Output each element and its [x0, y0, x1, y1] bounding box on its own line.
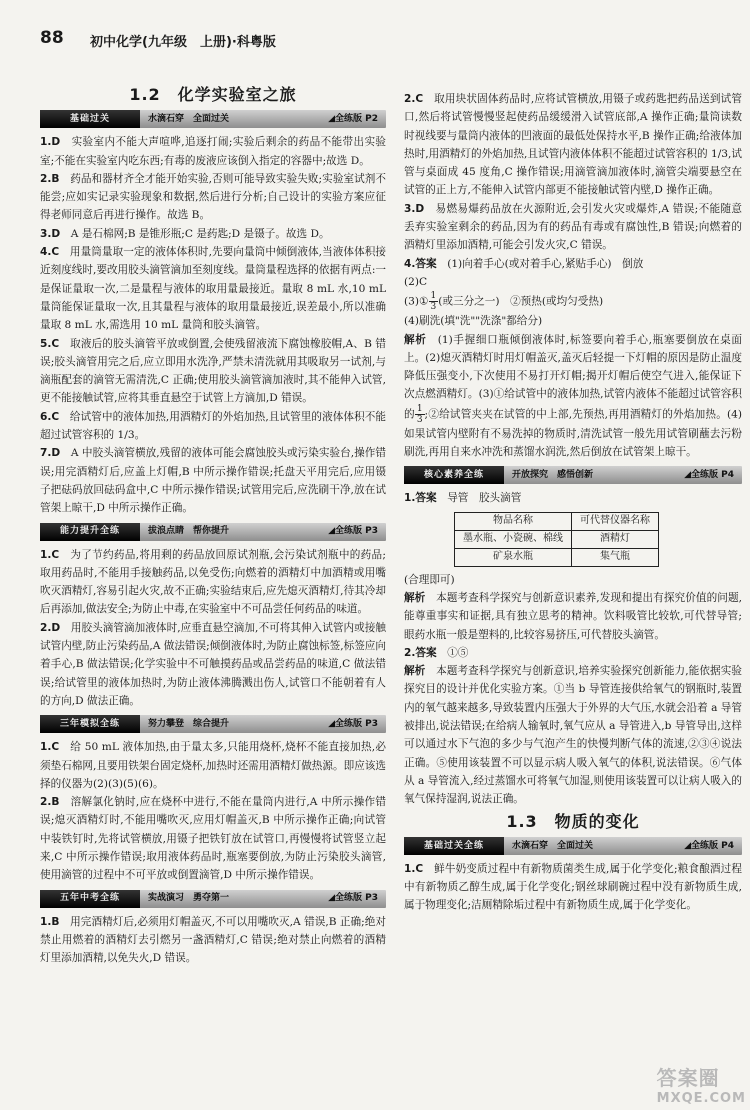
table-row: [455, 530, 659, 548]
left-column: [40, 86, 386, 967]
answer-item: 2.B 药品和器材齐全才能开始实验,否则可能导致实验失败;实验室试剂不能尝;应如实记录实验现象和数据,然后进行分析;自己设计的实验方案应征得老师同意后再进行操作。故选 B。: [40, 172, 387, 222]
fraction: $\frac{1}{3}$: [430, 291, 437, 313]
section-bar-basic: [40, 110, 386, 128]
bar-block-label: 五年中考全练: [40, 890, 140, 908]
table-header-row: [455, 512, 659, 530]
table-header-cell: 物品名称: [455, 512, 572, 530]
section-bar-basic-2: [404, 837, 742, 855]
explanation: 解析 本题考查科学探究与创新意识,培养实验探究创新能力,能依据实验探究目的设计并优化实验方案。①当 b 导管连接供给氧气的钢瓶时,装置内的氧气越来越多,导致装置内压强大于外界的大气压,水就会沿着 a 导管被排出,说法错误;在给病人输氧时,氧气应从 a 导管进入,b 导管导出,这样可以通过水下气泡的多少与气泡产生的快慢判断气体的流速,②③④说法正确。⑤使用该装置不可以显示病人吸入氧气的体积,说法错误。⑥气体从 a 导管流入,经过蒸馏水可将氧气加湿,则使用该装置可以让病人吸入的氧气保持湿润,说法正确。: [404, 665, 743, 806]
table-cell: 酒精灯: [572, 530, 659, 548]
answer-label-line: 4.答案 (1)向着手心(或对着手心,紧贴手心) 倒放: [404, 257, 644, 270]
bar-block-label: 基础过关全练: [404, 837, 504, 855]
answer-item: 3.D A 是石棉网;B 是锥形瓶;C 是药匙;D 是镊子。故选 D。: [40, 227, 330, 240]
answer-line: (4)刷洗(填"洗""洗涤"都给分): [404, 315, 543, 328]
answer-item: 3.D 易燃易爆药品放在火源附近,会引发火灾或爆炸,A 错误;不能随意丢弃实验室剩余的药品,因为有的药品有毒或有腐蚀性,B 错误;向燃着的酒精灯里添加酒精,可能会引发火灾,C 错误。: [404, 202, 742, 252]
bar-motto: 拔浪点睛 帮你提升: [148, 526, 230, 537]
right-column: [404, 90, 742, 915]
answer-label-line: 2.答案 ①⑤: [404, 646, 469, 659]
page-number: 88: [40, 28, 64, 48]
bar-block-label: 能力提升全练: [40, 523, 140, 541]
answer-item: 1.C 给 50 mL 液体加热,由于量太多,只能用烧杯,烧杯不能直接加热,必须垫石棉网,且要用铁架台固定烧杯,加热时还需用酒精灯做热源。即应该选择的仪器为(2)(3)(5)(6)。: [40, 741, 386, 790]
answer-note: (合理即可): [404, 573, 455, 586]
bar-motto: 努力攀登 综合提升: [148, 719, 230, 730]
answer-item: 4.C 用量筒量取一定的液体体积时,先要向量筒中倾倒液体,当液体体积接近刻度线时,要改用胶头滴管滴加至刻度线。量筒量程选择的依据有两点:一是保证量取一次,二是量程与液体的取用量最接近。量取 8 mL 水,10 mL 量筒能保证量取一次,且其量程与液体的取用量最接近,误差最小,所以准确量取 8 mL 水,需选用 10 mL 量筒和胶头滴管。: [40, 246, 387, 332]
answer-label-line: 1.答案 导管 胶头滴管: [404, 492, 522, 505]
section-bar-ability: [40, 523, 386, 541]
answer-line: (2)C: [404, 275, 428, 288]
bar-page-ref: ◢全练版 P3: [328, 526, 378, 537]
table-row: [455, 548, 659, 566]
bar-block-label: 基础过关: [40, 110, 140, 128]
bar-motto: 实战演习 勇夺第一: [148, 893, 230, 904]
bar-page-ref: ◢全练版 P2: [328, 114, 378, 125]
table-header-cell: 可代替仪器名称: [572, 512, 659, 530]
answer-item: 1.D 实验室内不能大声喧哗,追逐打闹;实验后剩余的药品不能带出实验室;不能在实验室内吃东西;有毒的废液应该倒入指定的容器中;故选 D。: [40, 136, 387, 167]
substitute-table: [454, 512, 659, 567]
answer-item: 6.C 给试管中的液体加热,用酒精灯的外焰加热,且试管里的液体体积不能超过试管容积的 1/3。: [40, 410, 387, 442]
section-title-1-2: 1.2 化学实验室之旅: [129, 85, 297, 104]
bar-page-ref: ◢全练版 P3: [328, 719, 378, 730]
answer-item: 2.B 溶解氯化钠时,应在烧杯中进行,不能在量筒内进行,A 中所示操作错误;熄灭酒精灯时,不能用嘴吹灭,应用灯帽盖灭,B 中所示操作正确;向试管中装铁钉时,先将试管横放,用镊子把铁钉放在试管口,再慢慢将试管竖立起来,C 中所示操作错误;取用液体药品时,瓶塞要倒放,为防止污染胶头滴管,使用滴管的过程中不可平放或倒置滴管,D 中所示操作错误。: [40, 796, 387, 882]
bar-page-ref: ◢全练版 P4: [684, 840, 734, 851]
bar-motto: 开放探究 感悟创新: [512, 470, 594, 481]
bar-page-ref: ◢全练版 P3: [328, 893, 378, 904]
section-bar-five-year: [40, 890, 386, 908]
table-cell: 矿泉水瓶: [455, 548, 572, 566]
answer-line-fraction: (3)① $\frac{1}{3}$ (或三分之一) ②预热(或均匀受热): [404, 291, 604, 313]
book-title: 初中化学(九年级 上册)·科粤版: [90, 35, 276, 50]
bar-motto: 水滴石穿 全面过关: [512, 840, 594, 851]
explanation: 解析 本题考查科学探究与创新意识素养,发现和提出有探究价值的问题,能尊重事实和证据,具有独立思考的精神。饮料吸管比较软,可代替导管;眼药水瓶一般是塑料的,比较容易挤压,可代替胶头滴管。: [404, 591, 743, 641]
answer-item: 5.C 取液后的胶头滴管平放或倒置,会使残留液流下腐蚀橡胶帽,A、B 错误;胶头滴管用完之后,应立即用水洗净,严禁未清洗就用其吸取另一试剂,与滴瓶配套的滴管无需清洗,C 正确;使用胶头滴管滴加液时,其不能伸入试管,更不能接触试管,应将其垂直悬空于试管上方滴加,D 错误。: [40, 337, 387, 405]
bar-motto: 水滴石穿 全面过关: [148, 114, 230, 125]
table-cell: 集气瓶: [572, 548, 659, 566]
answer-item: 1.C 鲜牛奶变质过程中有新物质菌类生成,属于化学变化;粮食酿酒过程中有新物质乙醇生成,属于化学变化;钢丝球刷碗过程中没有新物质生成,属于物理变化;洁厕精除垢过程中有新物质生成,属于化学变化。: [404, 862, 743, 912]
answer-item: 2.D 用胶头滴管滴加液体时,应垂直悬空滴加,不可将其伸入试管内或接触试管内壁,防止污染药品,A 做法错误;倾倒液体时,为防止腐蚀标签,标签应向着手心,B 做法错误;化学实验中不可触摸药品或品尝药品的味道,C 做法错误;给试管里的液体加热时,为防止液体沸腾溅出伤人,试管口不能朝着有人的方向,D 做法正确。: [40, 621, 386, 707]
explanation: 解析 (1)手握细口瓶倾倒液体时,标签要向着手心,瓶塞要倒放在桌面上。(2)熄灭酒精灯时用灯帽盖灭,盖灭后轻提一下灯帽的原因是防止温度降低压强变小,下次使用不易打开灯帽;揭开灯帽后使空气进入,能保证下次点燃酒精灯。(3)①给试管中的液体加热,试管内液体不能超过试管容积的 $\frac{1}{3}$ ;②给试管夹夹在试管的中上部,先预热,再用酒精灯的外焰加热。(4)如果试管内壁附有不易洗掉的物质时,清洗试管一般先用试管刷蘸去污粉刷洗,再用自来水冲洗和蒸馏水润洗,然后倒放在试管架上晾干。: [404, 333, 743, 459]
answer-item: 7.D A 中胶头滴管横放,残留的液体可能会腐蚀胶头或污染实验台,操作错误;用完酒精灯后,应盖上灯帽,B 中所示操作错误;托盘天平用完后,应用镊子把砝码放回砝码盒中,C 中所示操作错误;试管用完后,应洗刷干净,放在试管架上晾干,D 中所示操作正确。: [40, 447, 386, 515]
bar-block-label: 三年模拟全练: [40, 715, 140, 733]
section-title-1-3: 1.3 物质的变化: [506, 811, 640, 831]
section-bar-three-year: [40, 715, 386, 733]
answer-item: 1.B 用完酒精灯后,必须用灯帽盖灭,不可以用嘴吹灭,A 错误,B 正确;绝对禁止用燃着的酒精灯去引燃另一盏酒精灯,C 错误;绝对禁止向燃着的酒精灯里添加酒精,以免失火,D 错误。: [40, 915, 387, 965]
bar-page-ref: ◢全练版 P4: [684, 470, 734, 481]
bar-block-label: 核心素养全练: [404, 466, 504, 484]
table-cell: 墨水瓶、小瓷碗、棉线: [455, 530, 572, 548]
answer-item: 1.C 为了节约药品,将用剩的药品放回原试剂瓶,会污染试剂瓶中的药品;取用药品时,不能用手接触药品,以免受伤;向燃着的酒精灯中加酒精或用嘴吹灭酒精灯,容易引起火灾,故不正确;实验结束后,应先熄灭酒精灯,待其冷却后再添加,做法安全;为防止中毒,在实验室中不可品尝任何药品的味道。: [40, 548, 387, 616]
watermark-logo: 答案圈 MXQE.COM: [656, 1066, 746, 1106]
section-bar-core: [404, 466, 742, 484]
fraction: $\frac{1}{3}$: [416, 403, 423, 425]
answer-item: 2.C 取用块状固体药品时,应将试管横放,用镊子或药匙把药品送到试管口,然后将试管慢慢竖起使药品缓缓滑入试管底部,A 操作正确;量筒读数时视线要与量筒内液体的凹液面的最低处保持水平,B 操作正确;给液体加热时,用酒精灯的外焰加热,且试管内液体体积不能超过试管容积的 1/3,试管与桌面成 45 度角,C 操作错误;用滴管滴加液体时,滴管尖端要悬空在试管的正上方,不能伸入试管内部更不能接触试管内壁,D 操作正确。: [404, 93, 743, 197]
